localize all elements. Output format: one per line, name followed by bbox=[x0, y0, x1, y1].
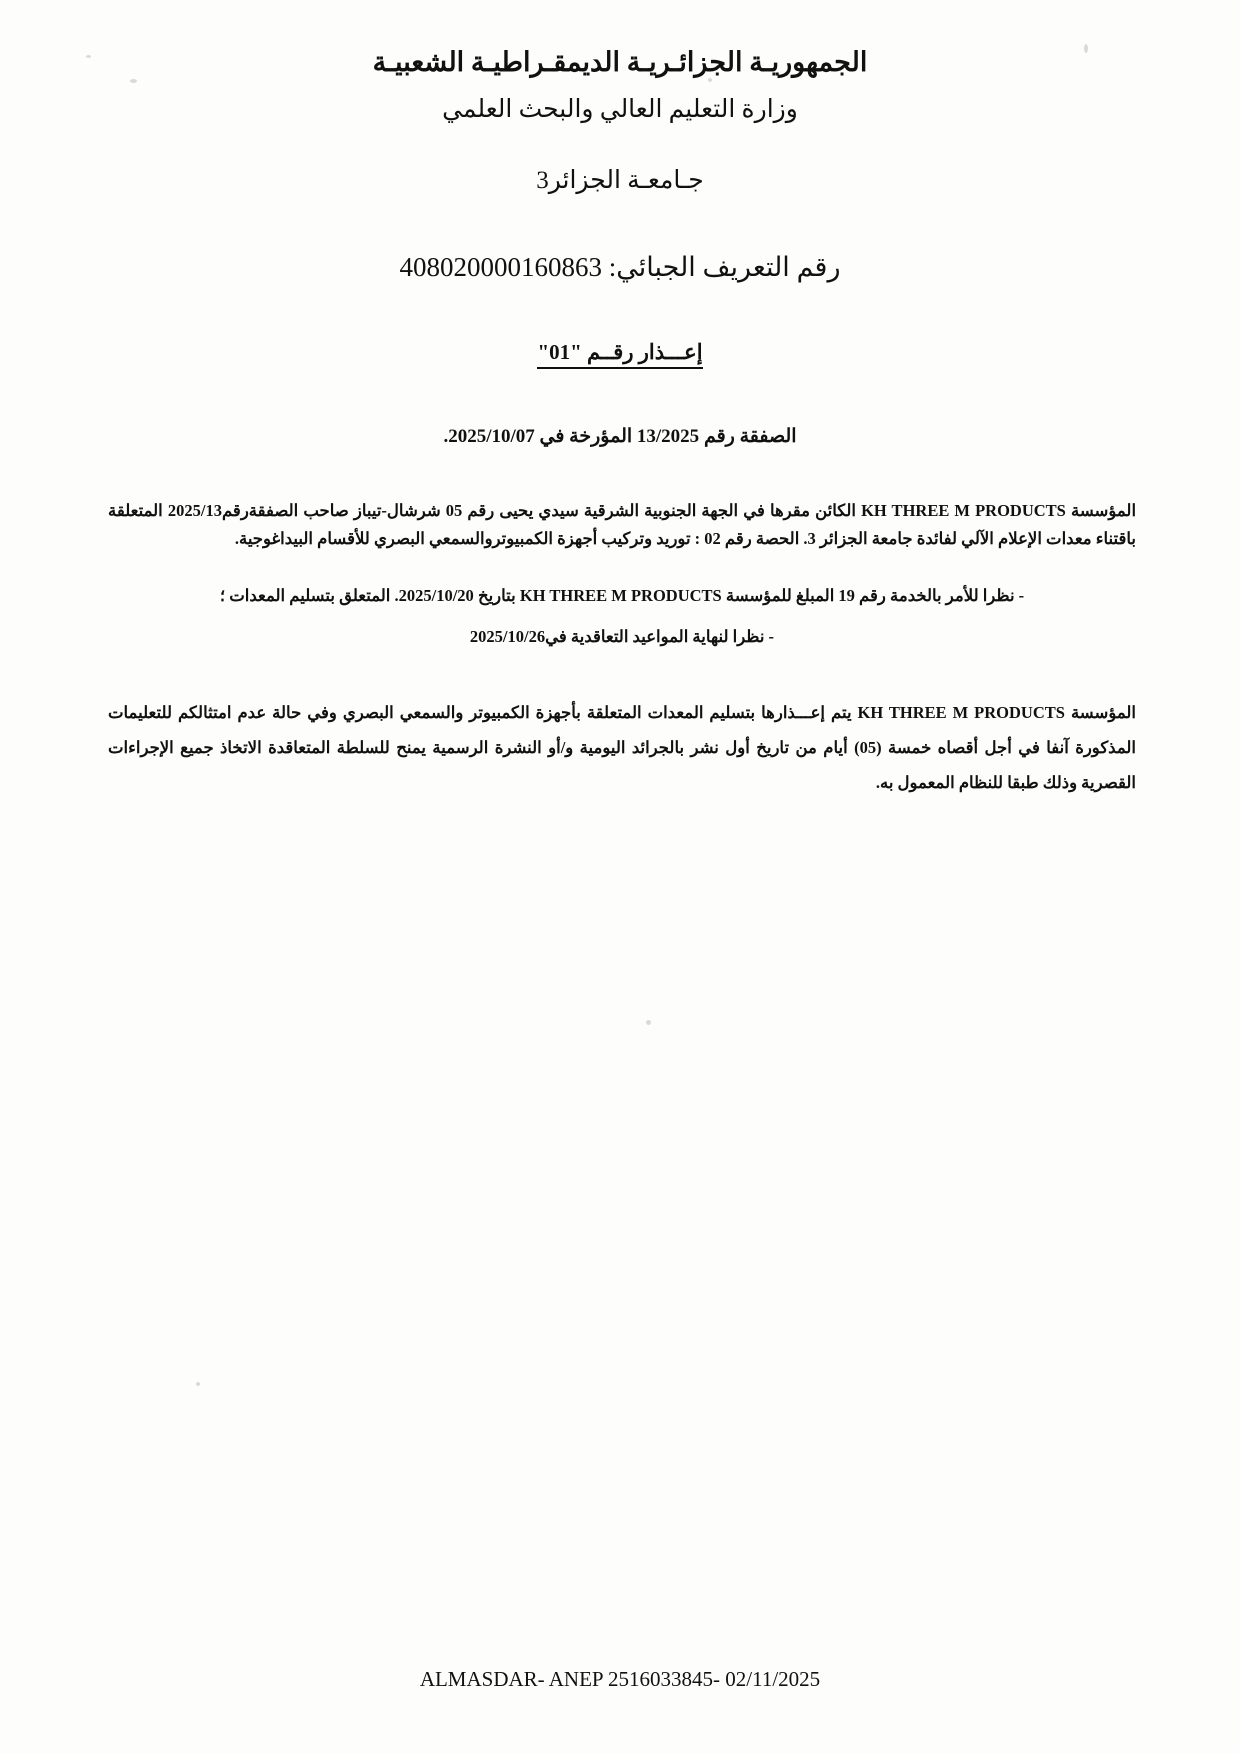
publication-footer: ALMASDAR- ANEP 2516033845- 02/11/2025 bbox=[419, 1667, 821, 1691]
tax-identification-line: رقم التعريف الجبائي: 408020000160863 bbox=[399, 252, 841, 282]
body-contract-ref: 2025/13 bbox=[167, 501, 222, 520]
closing-paragraph bbox=[108, 696, 1136, 800]
consideration-item-1 bbox=[108, 580, 1136, 611]
republic-heading: الجمهوريـة الجزائـريـة الديمقـراطيـة الشعبيـة bbox=[372, 47, 868, 77]
consideration-item-2 bbox=[108, 621, 1136, 652]
company-name-mention: KH THREE M PRODUCTS bbox=[861, 501, 1066, 520]
closing-company-name: KH THREE M PRODUCTS bbox=[857, 703, 1065, 723]
closing-segment-b: يتم إعـــذارها بتسليم المعدات المتعلقة بأجهزة الكمبيوتر والسمعي البصري وفي حالة عدم امتثالكم للتعليمات المذكورة آنفا في أجل أقصاه خمسة (05) أيام من تاريخ أول نشر بالجرائد اليومية و/أو النشرة الرسمية يمنح للسلطة المتعاقدة الاتخاذ جميع الإجراءات القصرية وذلك طبقا للنظام المعمول به. bbox=[108, 703, 1136, 792]
closing-statement bbox=[108, 696, 1136, 800]
bullet-1-prefix: - نظرا للأمر بالخدمة رقم 19 المبلغ للمؤسسة bbox=[725, 585, 1025, 605]
document-header bbox=[0, 46, 1240, 195]
closing-segment-a: المؤسسة bbox=[1070, 703, 1137, 723]
bullet-1-suffix: بتاريخ 2025/10/20. المتعلق بتسليم المعدات ؛ bbox=[219, 585, 516, 605]
bullet-1-company: KH THREE M PRODUCTS bbox=[519, 585, 722, 605]
contract-reference-line: الصفقة رقم 13/2025 المؤرخة في 2025/10/07. bbox=[443, 426, 797, 447]
consideration-list bbox=[108, 580, 1136, 653]
body-paragraph-1 bbox=[108, 497, 1136, 554]
scan-artifact bbox=[646, 1020, 651, 1025]
notice-title bbox=[0, 340, 1240, 365]
scan-artifact bbox=[196, 1382, 200, 1386]
body-p1-segment-b: الكائن مقرها في الجهة الجنوبية الشرقية سيدي يحيى رقم 05 شرشال-تيباز صاحب الصفقةرقم bbox=[221, 501, 856, 520]
body-p1-segment-c: المتعلقة باقتناء معدات الإعلام الآلي لفائدة جامعة الجزائر 3. الحصة رقم 02 : توريد وتركيب أجهزة الكمبيوتروالسمعي البصري للأقسام البيداغوجية. bbox=[108, 501, 1136, 549]
bullet-2-suffix: 2025/10/26 bbox=[469, 627, 546, 647]
bullet-2-prefix: - نظرا لنهاية المواعيد التعاقدية في bbox=[545, 627, 775, 647]
document-body bbox=[108, 497, 1136, 800]
university-heading: جـامعـة الجزائر3 bbox=[536, 167, 704, 194]
ministry-heading: وزارة التعليم العالي والبحث العلمي bbox=[442, 95, 798, 123]
notice-title-text: إعـــذار رقــم "01" bbox=[537, 340, 702, 369]
body-p1-segment-a: المؤسسة bbox=[1070, 501, 1137, 520]
